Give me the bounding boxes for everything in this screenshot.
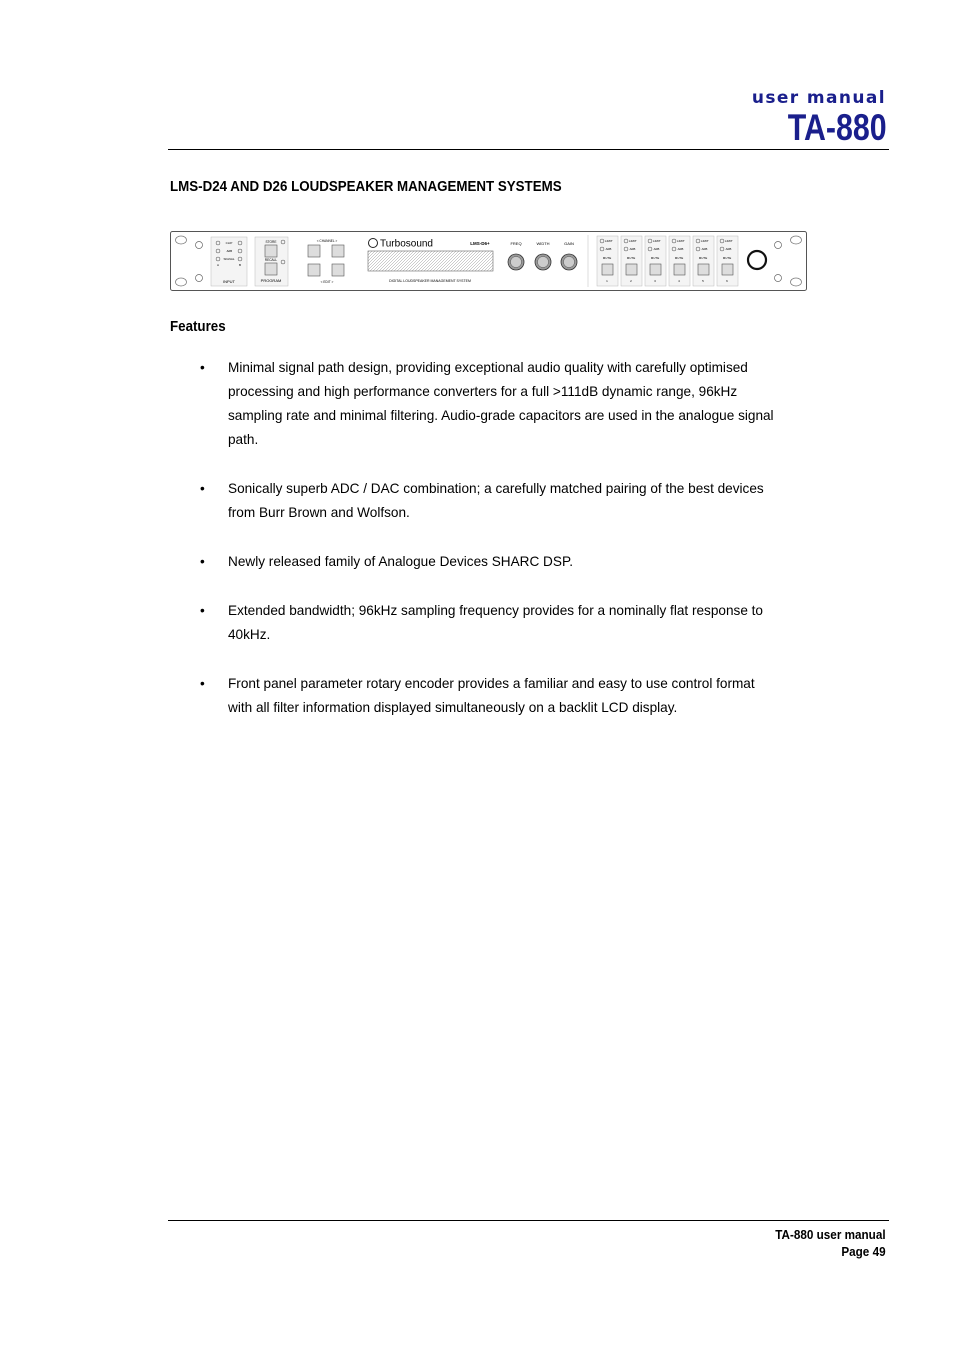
channel-number: 5 (702, 279, 704, 283)
program-label: PROGRAM (260, 278, 282, 283)
edit-prev-button (308, 264, 320, 276)
mute-button (674, 264, 685, 275)
channel-strip (693, 236, 714, 286)
mute-button (650, 264, 661, 275)
limit-label: LIMIT (653, 239, 661, 243)
limit-label: LIMIT (677, 239, 685, 243)
limit-label: LIMIT (629, 239, 637, 243)
channel-label: < CHANNEL > (316, 239, 338, 243)
channel-next-button (332, 245, 344, 257)
input-label: INPUT (223, 279, 235, 284)
db-label: -6dB (629, 247, 636, 251)
bullet-icon: • (200, 554, 205, 569)
header-rule (168, 149, 889, 150)
feature-text: Sonically superb ADC / DAC combination; a carefully matched pairing of the best devices from Burr Brown and Wolfson. (228, 481, 764, 520)
db-label: -6dB (725, 247, 732, 251)
bullet-icon: • (200, 676, 205, 691)
mute-label: MUTE (626, 256, 636, 260)
recall-label: RECALL (264, 258, 278, 262)
device-front-panel (170, 231, 807, 291)
db-label: -6dB (605, 247, 612, 251)
knob-label: FREQ (510, 241, 522, 246)
edit-next-button (332, 264, 344, 276)
knob-label: WIDTH (536, 241, 550, 246)
features-list (200, 356, 780, 745)
limit-label: LIMIT (701, 239, 709, 243)
db-label: -6dB (677, 247, 684, 251)
section-title: LMS-D24 AND D26 LOUDSPEAKER MANAGEMENT SYSTEMS (170, 179, 562, 195)
lcd-display (368, 251, 493, 271)
channel-number: 2 (630, 279, 632, 283)
channel-number: 1 (606, 279, 608, 283)
list-item (200, 356, 780, 452)
mute-label: MUTE (722, 256, 732, 260)
input-led-label: -6dB (225, 249, 233, 253)
mute-label: MUTE (602, 256, 612, 260)
recall-button (265, 263, 277, 275)
channel-strip (621, 236, 642, 286)
input-led-label: CLIP (225, 241, 233, 245)
feature-text: Minimal signal path design, providing exceptional audio quality with carefully optimised processing and high performance converters for a full >111dB dynamic range, 96kHz sampling rate and minimal filtering. Audio-grade capacitors are used in the analogue signal path. (228, 360, 774, 447)
input-a-label: A (216, 263, 220, 267)
channel-number: 6 (726, 279, 728, 283)
header-subtitle: user manual (751, 88, 886, 108)
channel-strip (717, 236, 738, 286)
mute-label: MUTE (698, 256, 708, 260)
footer-page-number: Page 49 (841, 1244, 886, 1259)
footer-rule (168, 1220, 889, 1221)
bullet-icon: • (200, 360, 205, 375)
channel-strip (645, 236, 666, 286)
bullet-icon: • (200, 481, 205, 496)
channel-prev-button (308, 245, 320, 257)
channel-number: 4 (678, 279, 680, 283)
input-led-label: SIGNAL (223, 257, 235, 261)
channel-strip (597, 236, 618, 286)
limit-label: LIMIT (605, 239, 613, 243)
bullet-icon: • (200, 603, 205, 618)
mute-label: MUTE (674, 256, 684, 260)
mute-button (626, 264, 637, 275)
channel-strip (669, 236, 690, 286)
list-item (200, 672, 780, 720)
feature-text: Extended bandwidth; 96kHz sampling frequency provides for a nominally flat response to 40kHz. (228, 603, 763, 642)
feature-text: Newly released family of Analogue Devices SHARC DSP. (228, 554, 574, 569)
store-button (265, 245, 277, 257)
db-label: -6dB (701, 247, 708, 251)
mute-button (722, 264, 733, 275)
mute-button (698, 264, 709, 275)
device-brand: Turbosound (380, 238, 433, 250)
knob-label: GAIN (564, 241, 574, 246)
list-item (200, 550, 780, 574)
feature-text: Front panel parameter rotary encoder provides a familiar and easy to use control format with all filter information displayed simultaneously on a backlit LCD display. (228, 676, 755, 715)
list-item (200, 477, 780, 525)
mute-label: MUTE (650, 256, 660, 260)
device-subtitle: DIGITAL LOUDSPEAKER MANAGEMENT SYSTEM (389, 279, 471, 283)
footer-manual-title: TA-880 user manual (775, 1227, 886, 1242)
device-model: LMS-D6+ (470, 241, 490, 246)
list-item (200, 599, 780, 647)
edit-label: < EDIT > (320, 280, 334, 284)
mute-button (602, 264, 613, 275)
limit-label: LIMIT (725, 239, 733, 243)
store-label: STORE (265, 240, 277, 244)
footer (776, 1226, 886, 1260)
features-heading: Features (170, 319, 226, 335)
header-title: TA-880 (788, 107, 887, 148)
input-b-label: B (238, 263, 242, 267)
db-label: -6dB (653, 247, 660, 251)
channel-number: 3 (654, 279, 656, 283)
